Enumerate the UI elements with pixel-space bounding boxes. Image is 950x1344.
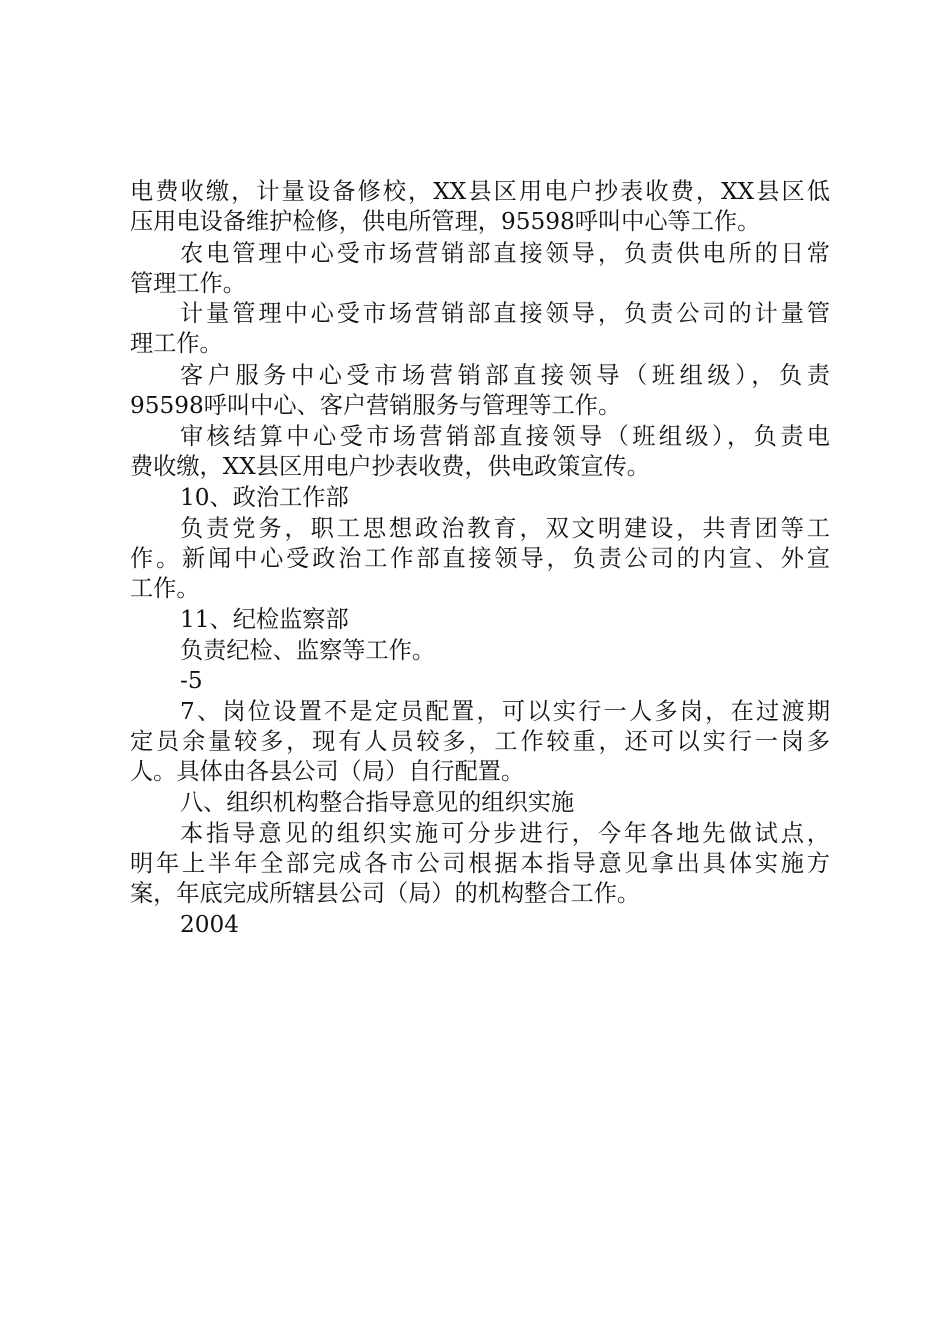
year-line: 2004: [180, 911, 240, 938]
text-line: 负责党务，职工思想政治教育，双文明建设，共青团等工: [180, 515, 830, 542]
text-line: 客户服务中心受市场营销部直接领导（班组级），负责: [180, 362, 830, 389]
text-line: 95598呼叫中心、客户营销服务与管理等工作。: [130, 392, 622, 419]
text-line: 7、岗位设置不是定员配置，可以实行一人多岗，在过渡期: [180, 698, 830, 725]
text-line: 压用电设备维护检修，供电所管理，95598呼叫中心等工作。: [130, 208, 761, 235]
text-line: 电费收缴，计量设备修校，XX县区用电户抄表收费，XX县区低: [130, 178, 830, 205]
text-line: 计量管理中心受市场营销部直接领导，负责公司的计量管: [180, 300, 830, 327]
text-line: 费收缴，XX县区用电户抄表收费，供电政策宣传。: [130, 453, 650, 480]
text-line: 本指导意见的组织实施可分步进行，今年各地先做试点，: [180, 820, 830, 847]
section-heading: 10、政治工作部: [180, 484, 349, 511]
text-line: 作。新闻中心受政治工作部直接领导，负责公司的内宣、外宣: [130, 545, 830, 572]
text-line: 定员余量较多，现有人员较多，工作较重，还可以实行一岗多: [130, 728, 830, 755]
section-heading: 11、纪检监察部: [180, 606, 349, 633]
text-line: 负责纪检、监察等工作。: [180, 637, 436, 664]
text-line: 管理工作。: [130, 270, 246, 297]
text-line: 审核结算中心受市场营销部直接领导（班组级），负责电: [180, 423, 830, 450]
text-line: 明年上半年全部完成各市公司根据本指导意见拿出具体实施方: [130, 850, 830, 877]
text-line: 工作。: [130, 575, 200, 602]
section-heading: 八、组织机构整合指导意见的组织实施: [180, 789, 575, 816]
text-line: 理工作。: [130, 330, 223, 357]
text-line: 农电管理中心受市场营销部直接领导，负责供电所的日常: [180, 240, 830, 267]
text-line: 案，年底完成所辖县公司（局）的机构整合工作。: [130, 880, 641, 907]
text-line: 人。具体由各县公司（局）自行配置。: [130, 758, 525, 785]
page-marker: -5: [180, 667, 203, 694]
